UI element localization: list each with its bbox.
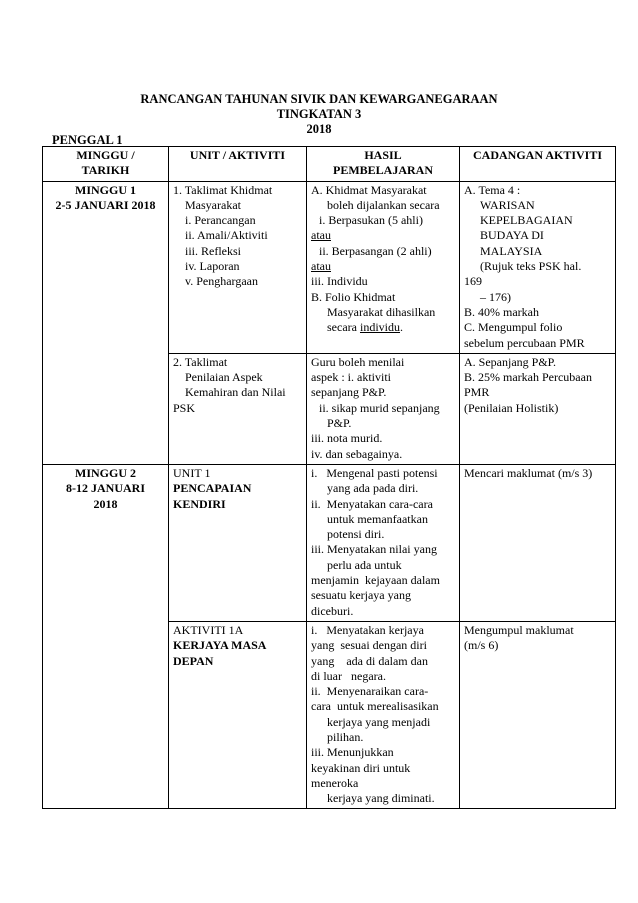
week-cell-2 (43, 464, 169, 809)
title-line-2: TINGKATAN 3 (276, 107, 362, 121)
header-cadangan-aktiviti: CADANGAN AKTIVITI (460, 147, 616, 182)
title-line-3: 2018 (306, 122, 332, 136)
header-pembelajaran: PEMBELAJARAN (332, 163, 433, 178)
unit-cell: UNIT 1 PENCAPAIAN KENDIRI (169, 464, 307, 621)
week-date: 8-12 JANUARI (66, 481, 145, 496)
week-title: MINGGU 1 (75, 182, 136, 197)
week-cell-1 (43, 181, 169, 464)
week-year: 2018 (93, 496, 118, 511)
hasil-cell: i. Menyatakan kerjaya yang sesuai dengan diri yang ada di dalam dan di luar negara. ii. Menyenaraikan cara- cara untuk merealisasikan kerjaya yang menjadi pilihan. iii. Menunjukkan keyakinan diri untuk meneroka kerjaya yang diminati. (307, 621, 460, 809)
title-line-1: RANCANGAN TAHUNAN SIVIK DAN KEWARGANEGARAAN (140, 92, 498, 106)
cadangan-cell: A. Tema 4 : WARISAN KEPELBAGAIAN BUDAYA DI MALAYSIA (Rujuk teks PSK hal. 169 – 176) B. 40% markah C. Mengumpul folio sebelum percubaan PMR (460, 181, 616, 353)
unit-cell: AKTIVITI 1A KERJAYA MASA DEPAN (169, 621, 307, 809)
cadangan-cell: A. Sepanjang P&P. B. 25% markah Percubaan PMR (Penilaian Holistik) (460, 353, 616, 464)
table-header-row (43, 147, 616, 182)
header-minggu: MINGGU / (76, 148, 135, 162)
cadangan-cell: Mengumpul maklumat (m/s 6) (460, 621, 616, 809)
week-date: 2-5 JANUARI 2018 (55, 197, 156, 212)
table-row (43, 181, 616, 353)
penggal-label: PENGGAL 1 (52, 133, 123, 147)
header-tarikh: TARIKH (81, 163, 130, 178)
hasil-cell: Guru boleh menilai aspek : i. aktiviti sepanjang P&P. ii. sikap murid sepanjang P&P. iii. nota murid. iv. dan sebagainya. (307, 353, 460, 464)
document-title (0, 92, 638, 137)
cadangan-cell: Mencari maklumat (m/s 3) (460, 464, 616, 621)
header-unit-aktiviti: UNIT / AKTIVITI (169, 147, 307, 182)
table-row (43, 464, 616, 621)
yearly-plan-table (42, 146, 616, 809)
hasil-cell: i. Mengenal pasti potensi yang ada pada diri. ii. Menyatakan cara-cara untuk memanfaatkan potensi diri. iii. Menyatakan nilai yang perlu ada untuk menjamin kejayaan dalam sesuatu kerjaya yang diceburi. (307, 464, 460, 621)
unit-cell: 2. Taklimat Penilaian Aspek Kemahiran dan Nilai PSK (169, 353, 307, 464)
header-hasil: HASIL (364, 148, 402, 162)
header-minggu-tarikh (43, 147, 169, 182)
unit-cell: 1. Taklimat Khidmat Masyarakat i. Perancangan ii. Amali/Aktiviti iii. Refleksi iv. Laporan v. Penghargaan (169, 181, 307, 353)
week-title: MINGGU 2 (75, 465, 136, 480)
hasil-cell: A. Khidmat Masyarakat boleh dijalankan secara i. Berpasukan (5 ahli) atau ii. Berpasangan (2 ahli) atau iii. Individu B. Folio Khidmat Masyarakat dihasilkan secara individu. (307, 181, 460, 353)
header-hasil-pembelajaran (307, 147, 460, 182)
